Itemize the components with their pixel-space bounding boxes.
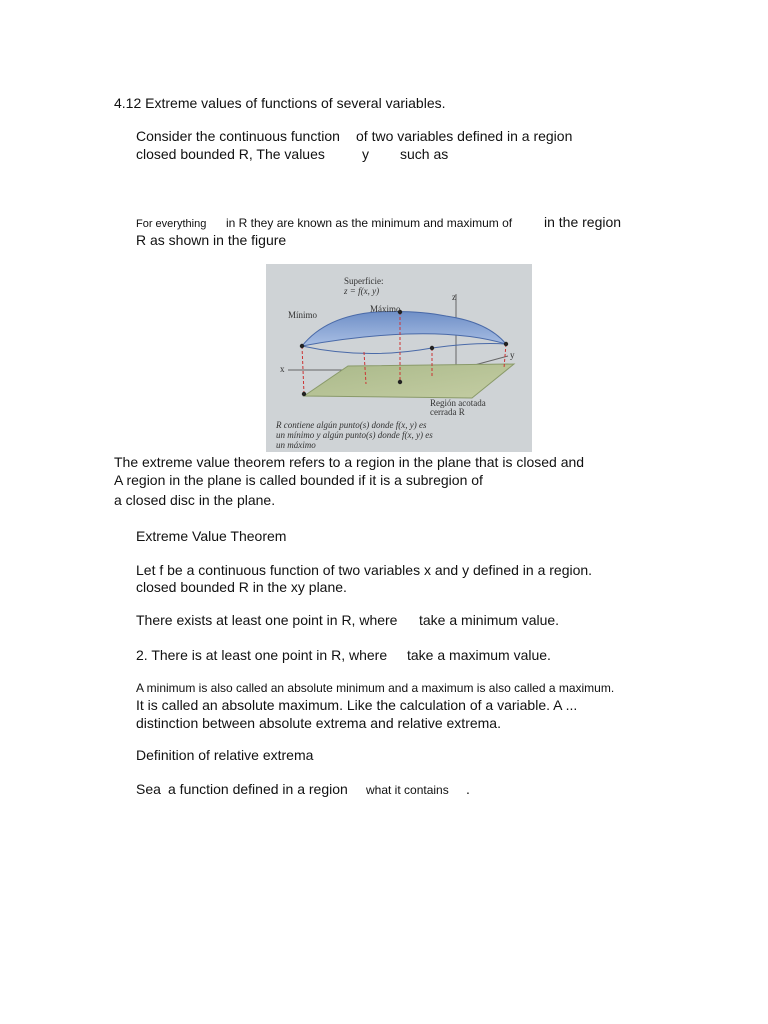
paragraph-4-line-1: A minimum is also called an absolute minimum and a maximum is also called a maximum.: [136, 681, 615, 695]
paragraph-2-for-everything: For everything: [136, 218, 207, 230]
evt-line-1: Let f be a continuous function of two variables x and y defined in a region.: [136, 562, 593, 578]
figure-minimo-label: Mínimo: [288, 310, 318, 320]
min-point: [300, 344, 304, 348]
figure-region-label-2: cerrada R: [430, 407, 465, 417]
point-1-a: There exists at least one point in R, where: [136, 612, 398, 628]
evt-line-2: closed bounded R in the xy plane.: [136, 579, 347, 595]
plane-point: [398, 380, 402, 384]
figure-axis-x: x: [280, 364, 285, 374]
paragraph-2-in-region: in the region: [544, 214, 622, 230]
paragraph-3-line-1: The extreme value theorem refers to a region in the plane that is closed and: [114, 454, 585, 470]
paragraph-2-line-2: R as shown in the figure: [136, 232, 287, 248]
region-plane: [304, 364, 514, 398]
paragraph-5-dot: .: [466, 781, 470, 797]
paragraph-4-line-2: It is called an absolute maximum. Like the calculation of a variable. A ...: [136, 697, 578, 713]
point-1-b: take a minimum value.: [419, 612, 560, 628]
figure-superficie-label: Superficie:: [344, 276, 384, 286]
paragraph-5-contains: what it contains: [366, 783, 449, 797]
heading: 4.12 Extreme values of functions of several variables.: [114, 95, 446, 111]
paragraph-1-line-2: closed bounded R, The values: [136, 146, 325, 162]
point-2-b: take a maximum value.: [407, 647, 551, 663]
paragraph-3-line-2: A region in the plane is called bounded if it is a subregion of: [114, 472, 483, 488]
point-2-a: 2. There is at least one point in R, where: [136, 647, 388, 663]
figure-caption-2: un mínimo y algún punto(s) donde f(x, y) es: [276, 430, 433, 440]
plane-point-left: [302, 392, 306, 396]
figure-maximo-label: Máximo: [370, 304, 401, 314]
surface-shape: [302, 312, 506, 347]
figure-region-label: Región acotada: [430, 398, 486, 408]
surface-point: [430, 346, 434, 350]
evt-title: Extreme Value Theorem: [136, 528, 287, 544]
paragraph-1-line-1b: of two variables defined in a region: [356, 128, 573, 144]
paragraph-1-line-1a: Consider the continuous function: [136, 128, 340, 144]
surface-figure: [266, 264, 532, 452]
paragraph-1-such-as: such as: [400, 146, 449, 162]
figure-equation: z = f(x, y): [344, 286, 380, 296]
paragraph-5-mid: a function defined in a region: [168, 781, 348, 797]
surface-lower-edge: [302, 344, 506, 354]
figure-caption-1: R contiene algún punto(s) donde f(x, y) es: [276, 420, 427, 430]
figure-axis-y: y: [510, 350, 515, 360]
figure-axis-z: z: [452, 292, 456, 302]
relative-extrema-title: Definition of relative extrema: [136, 747, 314, 763]
paragraph-2-mid: in R they are known as the minimum and maximum of: [226, 216, 513, 230]
surface-point-right: [504, 342, 508, 346]
paragraph-4-line-3: distinction between absolute extrema and relative extrema.: [136, 715, 501, 731]
figure-caption-3: un máximo: [276, 440, 316, 450]
paragraph-5-sea: Sea: [136, 781, 161, 797]
paragraph-3-line-3: a closed disc in the plane.: [114, 492, 276, 508]
paragraph-1-y: y: [362, 146, 369, 162]
